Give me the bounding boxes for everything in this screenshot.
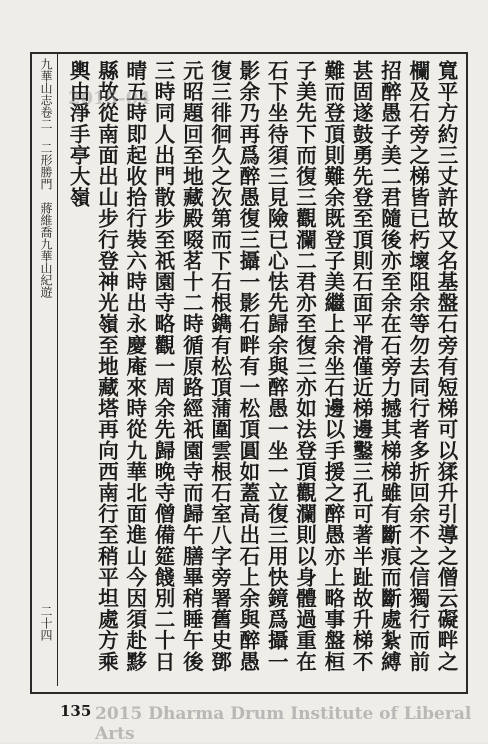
- chapter-title: 蔣維喬九華山紀遊: [39, 202, 53, 298]
- gutter-page-number: 二十四: [39, 605, 53, 641]
- watermark-bottom: 2015 Dharma Drum Institute of Liberal Arts: [95, 704, 472, 744]
- book-title: 九華山志卷二: [39, 58, 53, 130]
- section-title: 二形勝門: [39, 142, 53, 190]
- running-header: [37, 58, 55, 418]
- main-text: 寬平方約三丈許故又名基盤石旁有短梯可以猱升引導之僧云礙畔之欄及石旁之梯皆已朽壞阻余等勿去同行者多折回余不之信獨行而前招醉愚子美二君隨後亦至余在石旁力撼其梯梯雖有斷痕而斷處紮縛甚固遂鼓勇先登至頂則石面平滑僅近梯邊鑿三孔可著半趾故升梯不難而登頂則難余既登子美繼上余坐石邊以手援之醉愚亦上略事盤桓子美先下而復三觀瀾二君亦至復三亦如法登頂觀瀾則以身體過重在石下坐待須三見險已心怯先歸余與醉愚一坐一立復三用快鏡爲攝一影余乃再爲醉愚復三攝一影石畔有一松頂圓如蓋高出石上余與醉愚復三徘徊久之次第而下石根鐫有松頂蒲圍雲根石室八字旁署舊史鄧元昭題回至地藏殿啜茗十二時循原路經祇園寺而歸午膳畢稍睡午後三時同人出門散步至祇園寺略觀一周余先歸晚寺僧備筵餞別二十日晴五時即起收拾行裝六時出永慶庵來時從九華北面進山今因須赴黟縣故從南面出山步行登神光嶺至地藏塔再向西南行至稍平坦處方乘輿由淨手亭大嶺: [66, 60, 458, 672]
- page-number: 135: [60, 702, 92, 720]
- watermark-top: 2015-04: [68, 88, 151, 109]
